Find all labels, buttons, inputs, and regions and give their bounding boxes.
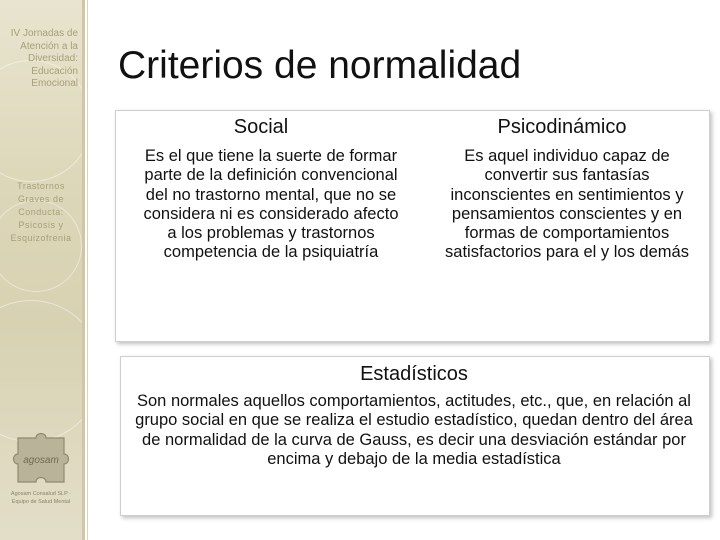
session-subtitle: Trastornos Graves de Conducta: Psicosis y Esquizofrenia (10, 181, 72, 243)
puzzle-logo-icon (8, 430, 74, 490)
svg-text:agosam: agosam (23, 455, 59, 466)
page-title: Criterios de normalidad (118, 44, 522, 87)
sidebar-panel (0, 0, 82, 540)
footer-credits: Agosam Consalud SLP · Equipo de Salud Mental (10, 491, 72, 505)
statistics-text: Son normales aquellos comportamientos, actitudes, etc., que, en relación al grupo social en que se realiza el estudio estadístico, quedan dentro del área de normalidad de la curva de Gauss, es decir una desviación estándar por encima y debajo de la media estadística (135, 392, 693, 468)
psychodynamic-heading: Psicodinámico (497, 116, 627, 138)
social-text: Es el que tiene la suerte de formar parte de la definición convencional del no trastorno mental, que no se considera ni es considerado afecto a los problemas y trastornos competencia de la psiquiatría (143, 147, 399, 262)
conference-title: IV Jornadas de Atención a la Diversidad: Educación Emocional (10, 28, 78, 89)
divider (87, 0, 88, 540)
divider (82, 0, 85, 540)
psychodynamic-text: Es aquel individuo capaz de convertir sus fantasías inconscientes en sentimientos y pensamientos conscientes y en formas de comportamientos satisfactorios para el y los demás (445, 147, 689, 262)
statistics-heading: Estadísticos (360, 363, 468, 385)
social-heading: Social (233, 116, 289, 138)
